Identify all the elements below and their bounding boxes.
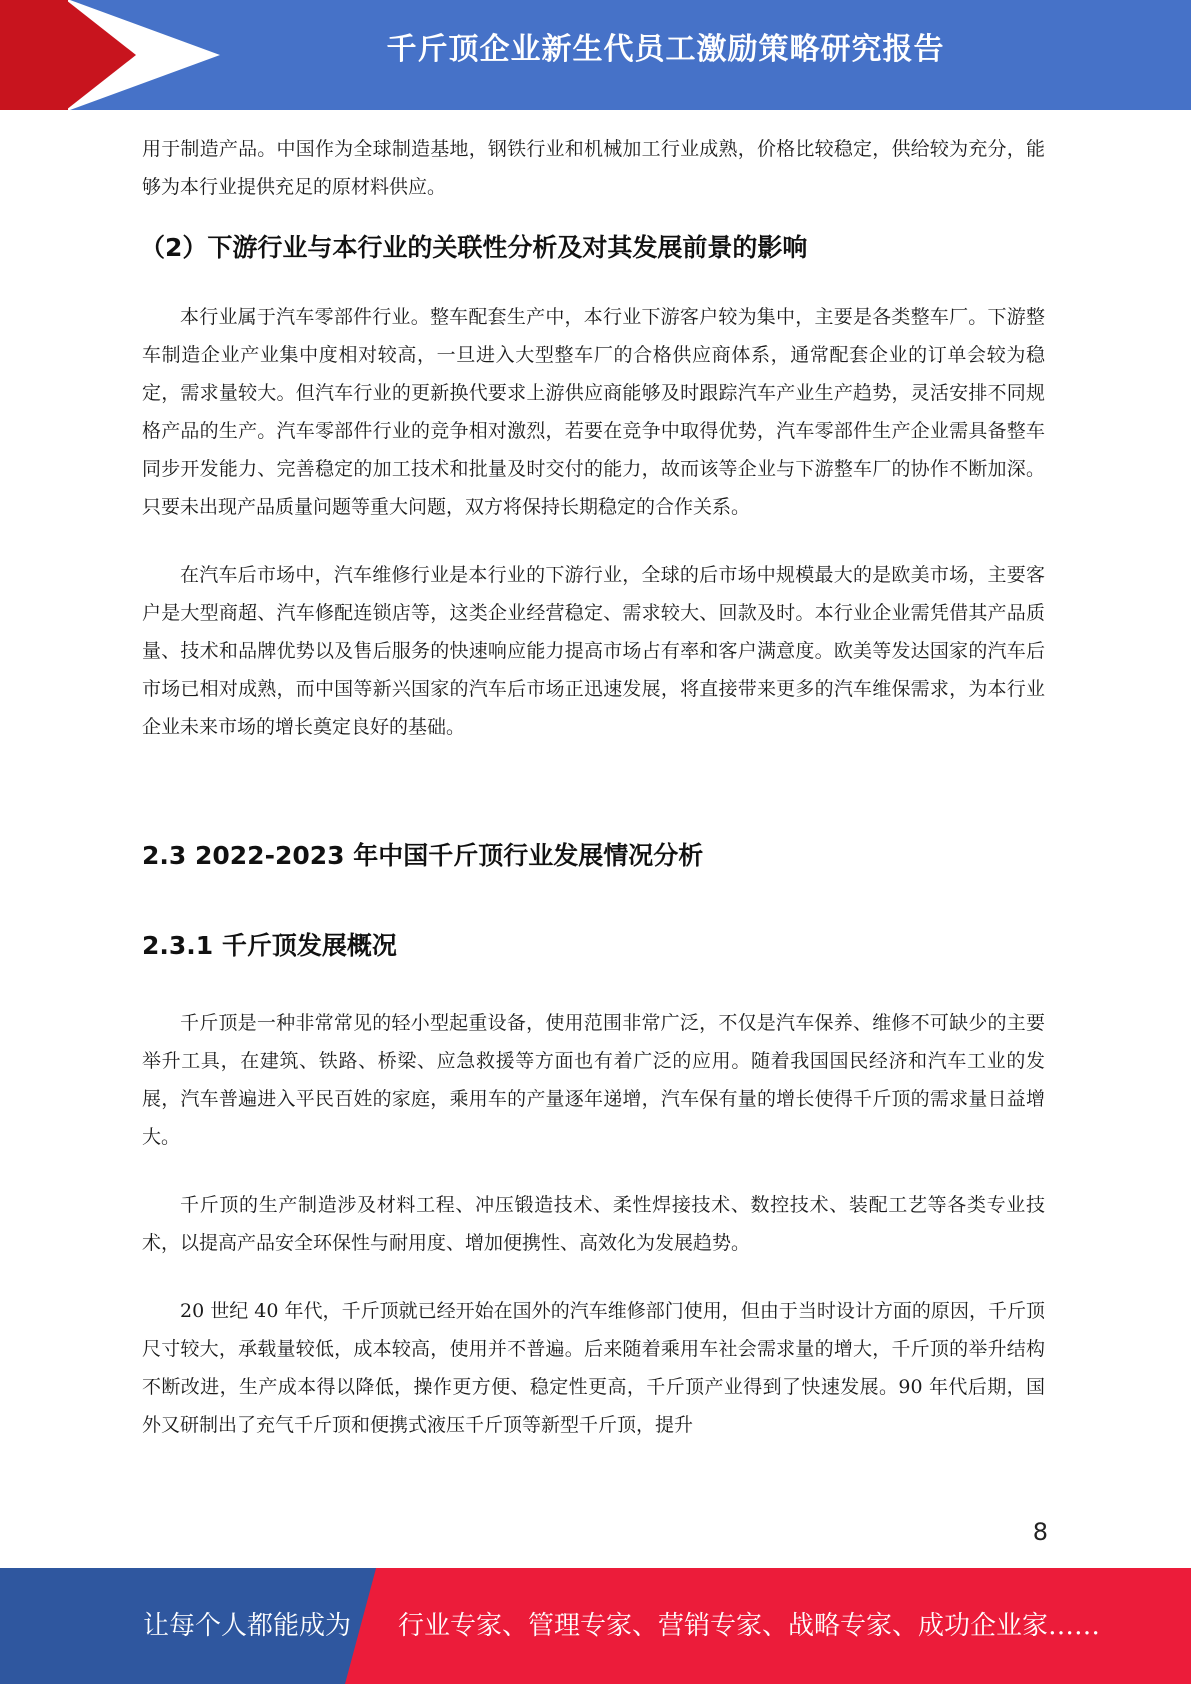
page-footer: [0, 1568, 1191, 1684]
paragraph-overview-2: 千斤顶的生产制造涉及材料工程、冲压锻造技术、柔性焊接技术、数控技术、装配工艺等各类专业技术，以提高产品安全环保性与耐用度、增加便携性、高效化为发展趋势。: [142, 1194, 1045, 1254]
paragraph-downstream-2: 在汽车后市场中，汽车维修行业是本行业的下游行业，全球的后市场中规模最大的是欧美市场，主要客户是大型商超、汽车修配连锁店等，这类企业经营稳定、需求较大、回款及时。本行业企业需凭借其产品质量、技术和品牌优势以及售后服务的快速响应能力提高市场占有率和客户满意度。欧美等发达国家的汽车后市场已相对成熟，而中国等新兴国家的汽车后市场正迅速发展，将直接带来更多的汽车维保需求，为本行业企业未来市场的增长奠定良好的基础。: [142, 564, 1045, 738]
report-title: 千斤顶企业新生代员工激励策略研究报告: [386, 32, 945, 67]
page-number: 8: [1032, 1518, 1048, 1546]
page-header: [0, 0, 1191, 110]
heading-section-2-3: 2.3 2022-2023 年中国千斤顶行业发展情况分析: [142, 841, 704, 870]
paragraph-overview-3: 20 世纪 40 年代，千斤顶就已经开始在国外的汽车维修部门使用，但由于当时设计方面的原因，千斤顶尺寸较大，承载量较低，成本较高，使用并不普遍。后来随着乘用车社会需求量的增大，千斤顶的举升结构不断改进，生产成本得以降低，操作更方便、稳定性更高，千斤顶产业得到了快速发展。90 年代后期，国外又研制出了充气千斤顶和便携式液压千斤顶等新型千斤顶，提升: [142, 1300, 1045, 1436]
paragraph-intro: 用于制造产品。中国作为全球制造基地，钢铁行业和机械加工行业成熟，价格比较稳定，供给较为充分，能够为本行业提供充足的原材料供应。: [142, 138, 1045, 198]
heading-downstream: （2）下游行业与本行业的关联性分析及对其发展前景的影响: [140, 233, 808, 262]
paragraph-overview-1: 千斤顶是一种非常常见的轻小型起重设备，使用范围非常广泛，不仅是汽车保养、维修不可缺少的主要举升工具，在建筑、铁路、桥梁、应急救援等方面也有着广泛的应用。随着我国国民经济和汽车工业的发展，汽车普遍进入平民百姓的家庭，乘用车的产量逐年递增，汽车保有量的增长使得千斤顶的需求量日益增大。: [142, 1012, 1045, 1148]
footer-slogan-left: 让每个人都能成为: [143, 1611, 352, 1641]
page-content: [142, 130, 1045, 1444]
heading-section-2-3-1: 2.3.1 千斤顶发展概况: [142, 931, 397, 960]
header-chevron-red-tip: [66, 0, 136, 110]
header-chevron-red: [0, 0, 68, 110]
footer-slogan-right: 行业专家、管理专家、营销专家、战略专家、成功企业家……: [398, 1611, 1101, 1641]
paragraph-downstream-1: 本行业属于汽车零部件行业。整车配套生产中，本行业下游客户较为集中，主要是各类整车厂。下游整车制造企业产业集中度相对较高，一旦进入大型整车厂的合格供应商体系，通常配套企业的订单会较为稳定，需求量较大。但汽车行业的更新换代要求上游供应商能够及时跟踪汽车产业生产趋势，灵活安排不同规格产品的生产。汽车零部件行业的竞争相对激烈，若要在竞争中取得优势，汽车零部件生产企业需具备整车同步开发能力、完善稳定的加工技术和批量及时交付的能力，故而该等企业与下游整车厂的协作不断加深。只要未出现产品质量问题等重大问题，双方将保持长期稳定的合作关系。: [142, 306, 1045, 518]
